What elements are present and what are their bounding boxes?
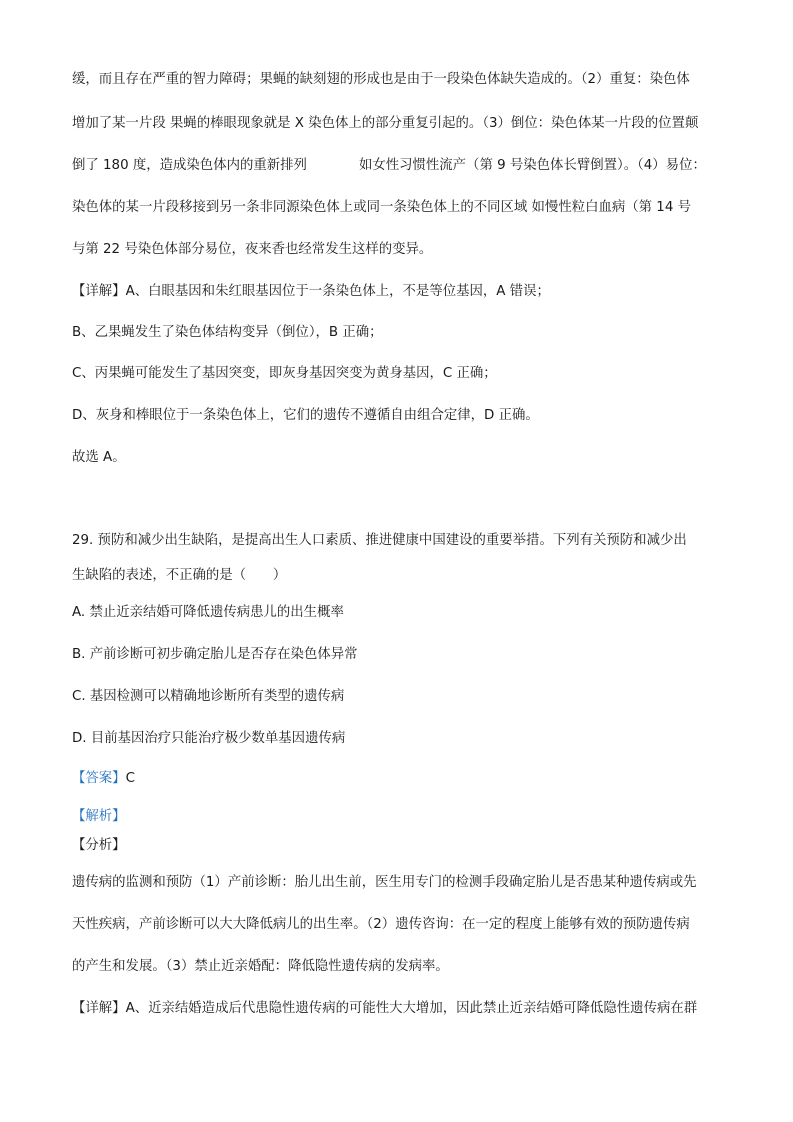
detail-line [72, 999, 697, 1019]
detail-text: A、白眼基因和朱红眼基因位于一条染色体上，不是等位基因，A 错误； [125, 284, 550, 299]
answer-value: C [125, 771, 135, 786]
detail-text: A、近亲结婚造成后代患隐性遗传病的可能性大大增加，因此禁止近亲结婚可降低隐性遗传病在群 [125, 1001, 698, 1016]
detail-line [72, 282, 550, 302]
detail-line: C、丙果蝇可能发生了基因突变，即灰身基因突变为黄身基因，C 正确； [72, 366, 497, 381]
answer-tag: 【答案】 [72, 771, 126, 786]
option-d: D. 目前基因治疗只能治疗极少数单基因遗传病 [72, 731, 346, 746]
option-c: C. 基因检测可以精确地诊断所有类型的遗传病 [72, 689, 345, 704]
analysis-line: 遗传病的监测和预防（1）产前诊断：胎儿出生前，医生用专门的检测手段确定胎儿是否患某种遗传病或先 [72, 875, 697, 890]
paragraph-segment: 倒了 180 度，造成染色体内的重新排列 [72, 158, 307, 173]
question-stem: 生缺陷的表述，不正确的是（ ） [72, 568, 287, 583]
analysis-line: 的产生和发展。（3）禁止近亲婚配：降低隐性遗传病的发病率。 [72, 959, 449, 974]
fenxi-tag: 【分析】 [72, 838, 126, 853]
detail-tag: 【详解】 [72, 284, 126, 299]
paragraph-line [72, 156, 706, 176]
paragraph-line: 染色体的某一片段移接到另一条非同源染色体上或同一条染色体上的不同区域 如慢性粒白血病（第 14 号 [72, 200, 691, 215]
paragraph-line: 增加了某一片段 果蝇的棒眼现象就是 X 染色体上的部分重复引起的。（3）倒位：染色体某一片段的位置颠 [72, 116, 699, 131]
analysis-line: 天性疾病，产前诊断可以大大降低病儿的出生率。（2）遗传咨询：在一定的程度上能够有效的预防遗传病 [72, 917, 690, 932]
paragraph-line: 缓，而且存在严重的智力障碍；果蝇的缺刻翅的形成也是由于一段染色体缺失造成的。（2）重复：染色体 [72, 72, 690, 87]
detail-tag: 【详解】 [72, 1001, 126, 1016]
option-a: A. 禁止近亲结婚可降低遗传病患儿的出生概率 [72, 605, 344, 620]
paragraph-line: 与第 22 号染色体部分易位，夜来香也经常发生这样的变异。 [72, 242, 433, 257]
option-b: B. 产前诊断可初步确定胎儿是否存在染色体异常 [72, 647, 358, 662]
question-stem: 29. 预防和减少出生缺陷，是提高出生人口素质、推进健康中国建设的重要举措。下列有关预防和减少出 [72, 533, 687, 548]
detail-line: D、灰身和棒眼位于一条染色体上，它们的遗传不遵循自由组合定律，D 正确。 [72, 408, 539, 423]
answer-line [72, 769, 135, 789]
conclusion-line: 故选 A。 [72, 450, 126, 465]
analysis-tag: 【解析】 [72, 809, 126, 824]
paragraph-segment: 如女性习惯性流产（第 9 号染色体长臂倒置）。（4）易位： [358, 158, 706, 173]
detail-line: B、乙果蝇发生了染色体结构变异（倒位），B 正确； [72, 325, 383, 340]
